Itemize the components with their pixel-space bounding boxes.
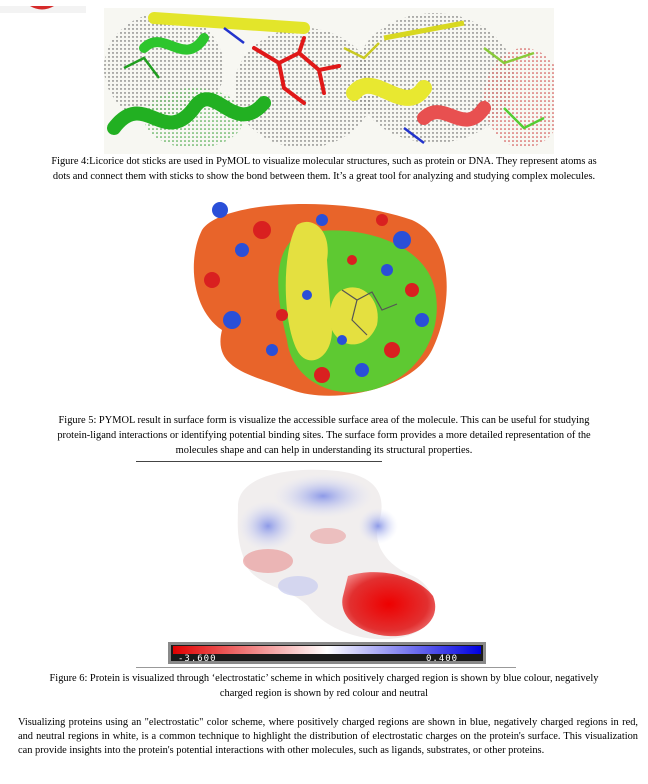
figure-5-image xyxy=(182,200,458,404)
figure-4-caption-line-2: dots and connect them with sticks to show the bond between them. It’s a great tool for analyzing and studying complex molecules. xyxy=(52,171,596,182)
colorbar-max-label: 0.400 xyxy=(426,654,459,664)
figure-5-caption-line-1: Figure 5: PYMOL result in surface form is visualize the accessible surface area of the molecule. This can be useful for studying xyxy=(58,415,590,426)
figure-6-image xyxy=(228,466,448,642)
electrostatic-colorbar xyxy=(168,642,486,664)
figure-5-caption-line-3: molecules shape and can help in understanding its structural properties. xyxy=(175,445,473,456)
figure-6-rule xyxy=(136,667,516,668)
figure-4-image xyxy=(104,8,554,154)
colorbar-min-label: -3.600 xyxy=(178,654,217,664)
figure-4-caption-line-1: Figure 4:Licorice dot sticks are used in PyMOL to visualize molecular structures, such as protein or DNA. They represent atoms as xyxy=(51,156,597,167)
header-logo-fragment xyxy=(0,0,86,7)
figure-6-caption-line-1: Figure 6: Protein is visualized through ‘electrostatic’ scheme in which positively charged region is shown by blue colour, negatively xyxy=(49,673,599,684)
body-paragraph: Visualizing proteins using an "electrostatic" color scheme, where positively charged regions are shown in blue, negatively charged regions in red, and neutral regions in white, is a common technique to highlight the distribution of electrostatic charges on the protein's surface. This visualization can provide insights into the protein's potential interactions with other molecules, such as ligands, substrates, or other proteins. xyxy=(18,717,638,756)
figure-5-caption-line-2: protein-ligand interactions or identifying potential binding sites. The surface form provides a more detailed representation of the xyxy=(57,430,591,441)
divider-rule xyxy=(136,461,382,462)
figure-6-caption-line-2: charged region is shown by red colour and neutral xyxy=(219,688,429,699)
